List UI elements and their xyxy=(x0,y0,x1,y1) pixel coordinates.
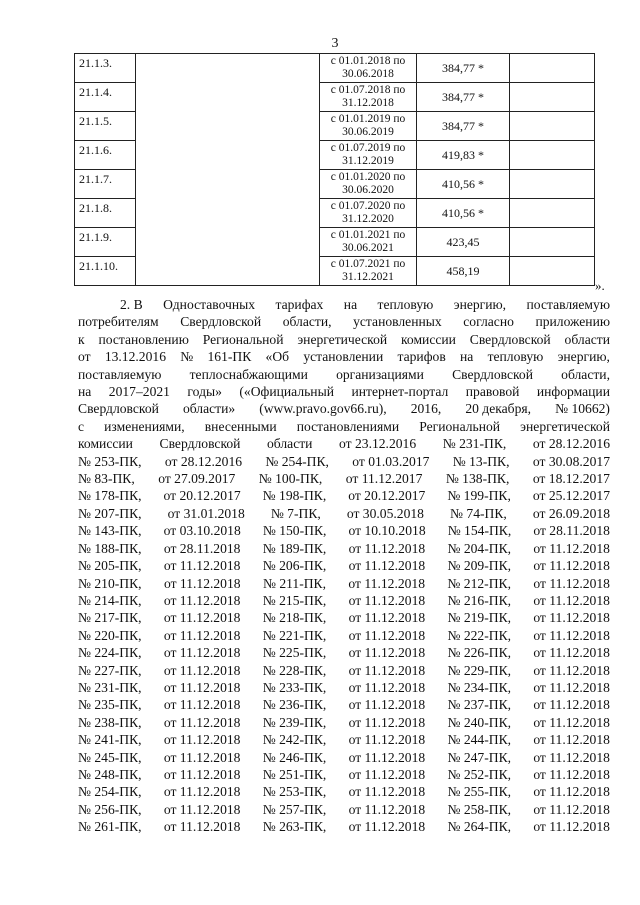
paragraph-line xyxy=(78,540,610,557)
paragraph-word: от 25.12.2017 xyxy=(532,488,610,504)
period-end: 30.06.2021 xyxy=(342,242,394,254)
empty-cell xyxy=(136,228,320,257)
period-start: с 01.07.2020 по xyxy=(330,200,406,212)
paragraph-word: на xyxy=(460,349,474,365)
paragraph-word: № 215-ПК, xyxy=(262,592,327,608)
paragraph-word: от 11.12.2018 xyxy=(348,540,426,556)
paragraph-word: № 231-ПК, xyxy=(442,436,507,452)
empty-cell xyxy=(510,170,595,199)
paragraph-word: от 11.12.2018 xyxy=(348,714,426,730)
paragraph-word: энергию, xyxy=(557,349,610,365)
paragraph-word: интернет-портал xyxy=(351,384,449,400)
row-period xyxy=(320,83,417,112)
paragraph-word: постановлению xyxy=(98,331,189,347)
tariff-table xyxy=(74,53,595,286)
paragraph-word: с xyxy=(78,418,85,434)
row-tariff-value: 458,19 xyxy=(417,257,510,286)
row-code: 21.1.4. xyxy=(75,83,136,112)
tariff-row xyxy=(75,54,595,83)
paragraph-word: области» xyxy=(182,401,236,417)
tariff-row xyxy=(75,257,595,286)
paragraph-line xyxy=(78,731,610,748)
paragraph-word: № 199-ПК, xyxy=(447,488,511,504)
paragraph-line xyxy=(78,609,610,626)
row-period xyxy=(320,257,417,286)
paragraph-word: 2. В xyxy=(120,297,143,312)
paragraph-word: № 261-ПК, xyxy=(78,819,142,835)
paragraph-word: № 241-ПК, xyxy=(78,732,142,748)
paragraph-word: от 11.12.2018 xyxy=(348,610,426,626)
paragraph-word: № 13-ПК, xyxy=(452,453,510,469)
empty-cell xyxy=(510,228,595,257)
paragraph-line xyxy=(78,644,610,661)
row-code: 21.1.3. xyxy=(75,54,136,83)
paragraph-line xyxy=(78,662,610,679)
tariff-row xyxy=(75,141,595,170)
page-number: 3 xyxy=(331,36,339,51)
paragraph-word: от 11.12.2018 xyxy=(533,627,610,643)
period-start: с 01.07.2018 по xyxy=(330,84,406,96)
paragraph-line xyxy=(78,400,610,417)
paragraph-word: организациями xyxy=(336,366,424,382)
paragraph-word: № 154-ПК, xyxy=(447,523,512,539)
paragraph-word: 161-ПК xyxy=(207,349,252,365)
paragraph-word: энергетической xyxy=(520,418,610,434)
paragraph-word: № 252-ПК, xyxy=(447,766,512,782)
paragraph-word: № 74-ПК, xyxy=(450,505,507,521)
paragraph-word: теплоснабжающими xyxy=(189,366,308,382)
paragraph-word: № 221-ПК, xyxy=(262,627,327,643)
period-end: 31.12.2018 xyxy=(342,97,394,109)
paragraph-word: № 246-ПК, xyxy=(262,749,327,765)
paragraph-word: № 247-ПК, xyxy=(447,749,512,765)
paragraph-word: № 7-ПК, xyxy=(270,505,321,521)
paragraph-word: от 28.11.2018 xyxy=(163,540,241,556)
period-start: с 01.07.2019 по xyxy=(330,142,406,154)
paragraph-word: № 217-ПК, xyxy=(78,610,142,626)
empty-cell xyxy=(510,112,595,141)
paragraph-line xyxy=(78,766,610,783)
paragraph-word: 13.12.2016 xyxy=(104,349,166,365)
paragraph-word: № 143-ПК, xyxy=(78,523,142,539)
period-start: с 01.01.2021 по xyxy=(330,229,406,241)
paragraph-word: № 245-ПК, xyxy=(78,749,142,765)
paragraph-word: постановлениями xyxy=(296,418,400,434)
period-end: 30.06.2020 xyxy=(342,184,394,196)
paragraph-word: от 11.12.2018 xyxy=(533,801,610,817)
paragraph-word: № 138-ПК, xyxy=(445,471,510,487)
paragraph-word: установлении xyxy=(303,349,384,365)
paragraph-word: № 211-ПК, xyxy=(262,575,327,591)
empty-cell xyxy=(510,141,595,170)
paragraph-word: № 248-ПК, xyxy=(78,766,142,782)
paragraph-word: Региональной xyxy=(419,418,501,434)
paragraph-word: № 255-ПК, xyxy=(447,784,512,800)
paragraph-word: № 226-ПК, xyxy=(447,645,512,661)
paragraph-word: информации xyxy=(536,384,610,400)
paragraph-word: Свердловской xyxy=(78,401,159,417)
paragraph-word: от 11.12.2018 xyxy=(533,662,610,678)
paragraph-word: от 11.12.2018 xyxy=(163,679,241,695)
paragraph-word: согласно xyxy=(463,314,514,330)
paragraph-word: 2016, xyxy=(410,401,442,417)
paragraph-word: № 257-ПК, xyxy=(262,801,327,817)
paragraph-line xyxy=(78,487,610,504)
paragraph-line xyxy=(78,383,610,400)
paragraph-word: от 11.12.2018 xyxy=(533,819,610,835)
empty-cell xyxy=(136,170,320,199)
paragraph-word: от 30.05.2018 xyxy=(346,505,424,521)
paragraph-word: № 254-ПК, xyxy=(265,453,329,469)
paragraph-word: от 31.01.2018 xyxy=(167,505,245,521)
paragraph-word: поставляемую xyxy=(78,366,162,382)
paragraph-word: 2017–2021 xyxy=(108,384,170,400)
empty-cell xyxy=(510,199,595,228)
amendment-paragraph xyxy=(78,296,610,836)
empty-cell xyxy=(136,112,320,141)
paragraph-word: от 11.12.2018 xyxy=(163,697,241,713)
row-period xyxy=(320,112,417,141)
paragraph-word: № 254-ПК, xyxy=(78,784,142,800)
period-start: с 01.01.2018 по xyxy=(330,55,406,67)
empty-cell xyxy=(136,199,320,228)
paragraph-word: № 253-ПК, xyxy=(262,784,327,800)
row-period xyxy=(320,141,417,170)
row-tariff-value: 419,83 * xyxy=(417,141,510,170)
paragraph-word: 20 декабря, xyxy=(465,401,532,417)
paragraph-word: № 150-ПК, xyxy=(262,523,327,539)
paragraph-word: тепловую xyxy=(377,297,434,312)
paragraph-line xyxy=(78,714,610,731)
paragraph-word: от 20.12.2017 xyxy=(163,488,241,504)
paragraph-word: от 11.12.2018 xyxy=(533,732,610,748)
paragraph-word: № 83-ПК, xyxy=(78,471,135,487)
row-period xyxy=(320,228,417,257)
paragraph-line xyxy=(78,348,610,365)
paragraph-line xyxy=(78,470,610,487)
paragraph-word: тарифов xyxy=(397,349,446,365)
paragraph-word: № 233-ПК, xyxy=(262,679,327,695)
paragraph-word: Свердловской xyxy=(452,366,533,382)
paragraph-line xyxy=(78,818,610,835)
paragraph-word: от 11.12.2018 xyxy=(163,627,241,643)
paragraph-word: от 11.12.2018 xyxy=(533,592,610,608)
paragraph-word: № 188-ПК, xyxy=(78,540,142,556)
paragraph-word: от 28.11.2018 xyxy=(533,523,610,539)
paragraph-word: от 11.12.2018 xyxy=(348,679,426,695)
paragraph-word: от 28.12.2016 xyxy=(164,453,243,469)
paragraph-word: («Официальный xyxy=(239,384,334,400)
paragraph-word: № 251-ПК, xyxy=(262,766,327,782)
paragraph-word: № 198-ПК, xyxy=(262,488,327,504)
paragraph-word: от xyxy=(78,349,91,365)
empty-cell xyxy=(510,54,595,83)
empty-cell xyxy=(136,54,320,83)
paragraph-word: от 11.12.2018 xyxy=(533,575,610,591)
paragraph-word: от 11.12.2018 xyxy=(163,592,241,608)
paragraph-word: от 11.12.2018 xyxy=(533,714,610,730)
row-period xyxy=(320,170,417,199)
row-period xyxy=(320,199,417,228)
paragraph-word: от 11.12.2018 xyxy=(348,732,426,748)
tariff-row xyxy=(75,112,595,141)
paragraph-word: № 235-ПК, xyxy=(78,697,142,713)
paragraph-word: потребителям xyxy=(78,314,159,330)
paragraph-word: от 11.12.2018 xyxy=(533,766,610,782)
paragraph-word: № 229-ПК, xyxy=(447,662,512,678)
paragraph-word: № 258-ПК, xyxy=(447,801,512,817)
paragraph-word: № 212-ПК, xyxy=(447,575,511,591)
paragraph-word: энергетической xyxy=(297,331,388,347)
paragraph-word: от 11.12.2018 xyxy=(348,819,426,835)
paragraph-word: на xyxy=(78,384,92,400)
row-code: 21.1.6. xyxy=(75,141,136,170)
paragraph-word: Свердловской xyxy=(469,331,551,347)
paragraph-word: от 20.12.2017 xyxy=(348,488,426,504)
paragraph-word: поставляемую xyxy=(526,297,610,312)
tariff-row xyxy=(75,228,595,257)
paragraph-word: к xyxy=(78,331,85,347)
paragraph-word: № 224-ПК, xyxy=(78,645,142,661)
paragraph-word: № 207-ПК, xyxy=(78,505,142,521)
period-start: с 01.07.2021 по xyxy=(330,258,406,270)
paragraph-word: области, xyxy=(561,366,610,382)
paragraph-word: правовой xyxy=(465,384,520,400)
paragraph-word: № 205-ПК, xyxy=(78,558,142,574)
paragraph-word: от 11.12.2018 xyxy=(533,540,610,556)
paragraph-line xyxy=(78,331,610,348)
paragraph-word: Одноставочных xyxy=(163,297,256,312)
paragraph-word: от 10.10.2018 xyxy=(348,523,426,539)
paragraph-line xyxy=(78,296,610,313)
paragraph-word: от 11.12.2018 xyxy=(163,766,241,782)
paragraph-word: № 239-ПК, xyxy=(262,714,327,730)
paragraph-word: № 242-ПК, xyxy=(262,732,327,748)
paragraph-word: от 11.12.2018 xyxy=(348,697,426,713)
paragraph-word: № 178-ПК, xyxy=(78,488,142,504)
paragraph-word: № 264-ПК, xyxy=(447,819,512,835)
paragraph-word: области, xyxy=(282,314,332,330)
paragraph-word: от 11.12.2017 xyxy=(345,471,423,487)
paragraph-word: приложению xyxy=(535,314,610,330)
paragraph-word: № 240-ПК, xyxy=(447,714,512,730)
period-end: 31.12.2021 xyxy=(342,271,394,283)
paragraph-word: от 11.12.2018 xyxy=(348,627,426,643)
paragraph-line xyxy=(78,366,610,383)
period-start: с 01.01.2020 по xyxy=(330,171,406,183)
paragraph-line xyxy=(78,453,610,470)
paragraph-word: Региональной xyxy=(202,331,284,347)
paragraph-word: внесенными xyxy=(204,418,277,434)
row-code: 21.1.5. xyxy=(75,112,136,141)
paragraph-word: № 263-ПК, xyxy=(262,819,327,835)
paragraph-word: от 30.08.2017 xyxy=(532,453,610,469)
period-end: 31.12.2020 xyxy=(342,213,394,225)
paragraph-word: энергию, xyxy=(453,297,507,312)
paragraph-word: № 228-ПК, xyxy=(262,662,327,678)
paragraph-word: № 227-ПК, xyxy=(78,662,142,678)
paragraph-word: от 11.12.2018 xyxy=(348,749,426,765)
paragraph-word: от 11.12.2018 xyxy=(163,801,241,817)
row-tariff-value: 384,77 * xyxy=(417,54,510,83)
paragraph-line xyxy=(78,801,610,818)
paragraph-word: комиссии xyxy=(401,331,456,347)
paragraph-word: № 225-ПК, xyxy=(262,645,327,661)
paragraph-word: № 238-ПК, xyxy=(78,714,142,730)
paragraph-word: от 11.12.2018 xyxy=(348,558,426,574)
paragraph-word: от 11.12.2018 xyxy=(533,645,610,661)
paragraph-word: № 256-ПК, xyxy=(78,801,142,817)
paragraph-line xyxy=(78,418,610,435)
paragraph-line xyxy=(78,627,610,644)
empty-cell xyxy=(510,257,595,286)
paragraph-word: от 01.03.2017 xyxy=(352,453,430,469)
paragraph-word: № 219-ПК, xyxy=(447,610,512,626)
paragraph-line xyxy=(78,557,610,574)
paragraph-word: изменениями, xyxy=(104,418,185,434)
paragraph-word: № 222-ПК, xyxy=(447,627,512,643)
period-end: 30.06.2019 xyxy=(342,126,394,138)
paragraph-word: № 236-ПК, xyxy=(262,697,327,713)
paragraph-word: от 11.12.2018 xyxy=(163,558,241,574)
paragraph-word: от 11.12.2018 xyxy=(348,766,426,782)
tariff-row xyxy=(75,199,595,228)
paragraph-word: № 218-ПК, xyxy=(262,610,327,626)
row-tariff-value: 410,56 * xyxy=(417,199,510,228)
paragraph-word: от 11.12.2018 xyxy=(163,749,241,765)
paragraph-word: тепловую xyxy=(487,349,544,365)
row-tariff-value: 423,45 xyxy=(417,228,510,257)
paragraph-word: (www.pravo.gov66.ru), xyxy=(259,401,387,417)
row-code: 21.1.10. xyxy=(75,257,136,286)
tariff-row xyxy=(75,170,595,199)
paragraph-word: № 244-ПК, xyxy=(447,732,512,748)
paragraph-word: от 11.12.2018 xyxy=(348,645,426,661)
paragraph-word: от 18.12.2017 xyxy=(532,471,610,487)
paragraph-word: годы» xyxy=(187,384,222,400)
paragraph-word: от 11.12.2018 xyxy=(533,610,610,626)
empty-cell xyxy=(510,83,595,112)
paragraph-word: от 11.12.2018 xyxy=(163,575,241,591)
paragraph-line xyxy=(78,783,610,800)
row-tariff-value: 410,56 * xyxy=(417,170,510,199)
paragraph-word: от 11.12.2018 xyxy=(348,784,426,800)
paragraph-word: на xyxy=(343,297,358,312)
paragraph-word: № 216-ПК, xyxy=(447,592,512,608)
paragraph-word: № 100-ПК, xyxy=(258,471,323,487)
paragraph-word: установленных xyxy=(353,314,442,330)
paragraph-word: Свердловской xyxy=(180,314,262,330)
paragraph-word: № 189-ПК, xyxy=(262,540,327,556)
paragraph-word: № 204-ПК, xyxy=(447,540,512,556)
paragraph-line xyxy=(78,592,610,609)
paragraph-word: от 03.10.2018 xyxy=(163,523,241,539)
period-start: с 01.01.2019 по xyxy=(330,113,406,125)
paragraph-word: от 11.12.2018 xyxy=(533,784,610,800)
paragraph-word: от 26.09.2018 xyxy=(532,505,610,521)
paragraph-line xyxy=(78,679,610,696)
empty-cell xyxy=(136,83,320,112)
paragraph-word: от 11.12.2018 xyxy=(163,819,241,835)
paragraph-word: № 234-ПК, xyxy=(447,679,512,695)
paragraph-word: от 28.12.2016 xyxy=(532,436,610,452)
row-code: 21.1.9. xyxy=(75,228,136,257)
paragraph-word: от 11.12.2018 xyxy=(163,714,241,730)
period-end: 30.06.2018 xyxy=(342,68,394,80)
paragraph-word: № 210-ПК, xyxy=(78,575,142,591)
paragraph-line xyxy=(78,313,610,330)
paragraph-line xyxy=(78,505,610,522)
period-end: 31.12.2019 xyxy=(342,155,394,167)
paragraph-word: № 231-ПК, xyxy=(78,679,142,695)
paragraph-line xyxy=(78,749,610,766)
paragraph-word: от 11.12.2018 xyxy=(163,645,241,661)
paragraph-word: комиссии xyxy=(78,436,133,452)
paragraph-word: № 206-ПК, xyxy=(262,558,327,574)
paragraph-word: «Об xyxy=(265,349,290,365)
paragraph-line xyxy=(78,435,610,452)
paragraph-word: области xyxy=(267,436,313,452)
paragraph-word: от 11.12.2018 xyxy=(163,662,241,678)
paragraph-word: от 11.12.2018 xyxy=(533,679,610,695)
paragraph-word: от 23.12.2016 xyxy=(339,436,417,452)
paragraph-word: от 11.12.2018 xyxy=(348,662,426,678)
paragraph-word: от 11.12.2018 xyxy=(163,784,241,800)
tariff-row xyxy=(75,83,595,112)
paragraph-word: № xyxy=(180,349,194,365)
row-code: 21.1.7. xyxy=(75,170,136,199)
paragraph-line xyxy=(78,575,610,592)
row-tariff-value: 384,77 * xyxy=(417,83,510,112)
paragraph-word: № 214-ПК, xyxy=(78,592,142,608)
paragraph-word: области xyxy=(564,331,610,347)
paragraph-word: от 27.09.2017 xyxy=(158,471,236,487)
paragraph-line xyxy=(78,522,610,539)
paragraph-word: от 11.12.2018 xyxy=(348,592,426,608)
paragraph-word: от 11.12.2018 xyxy=(533,558,610,574)
row-code: 21.1.8. xyxy=(75,199,136,228)
row-period xyxy=(320,54,417,83)
paragraph-word: от 11.12.2018 xyxy=(163,610,241,626)
empty-cell xyxy=(136,141,320,170)
paragraph-word: от 11.12.2018 xyxy=(348,801,426,817)
paragraph-word: № 253-ПК, xyxy=(78,453,142,469)
paragraph-word: № 220-ПК, xyxy=(78,627,142,643)
paragraph-word: от 11.12.2018 xyxy=(163,732,241,748)
paragraph-word: Свердловской xyxy=(159,436,241,452)
table-closing-quote: ». xyxy=(595,278,605,293)
paragraph-word: № 209-ПК, xyxy=(447,558,512,574)
paragraph-word: № 237-ПК, xyxy=(447,697,512,713)
paragraph-word: от 11.12.2018 xyxy=(348,575,426,591)
empty-cell xyxy=(136,257,320,286)
row-tariff-value: 384,77 * xyxy=(417,112,510,141)
paragraph-word: № 10662) xyxy=(555,401,610,417)
paragraph-word: от 11.12.2018 xyxy=(533,697,610,713)
paragraph-word: тарифах xyxy=(275,297,324,312)
paragraph-line xyxy=(78,696,610,713)
paragraph-word: от 11.12.2018 xyxy=(533,749,610,765)
